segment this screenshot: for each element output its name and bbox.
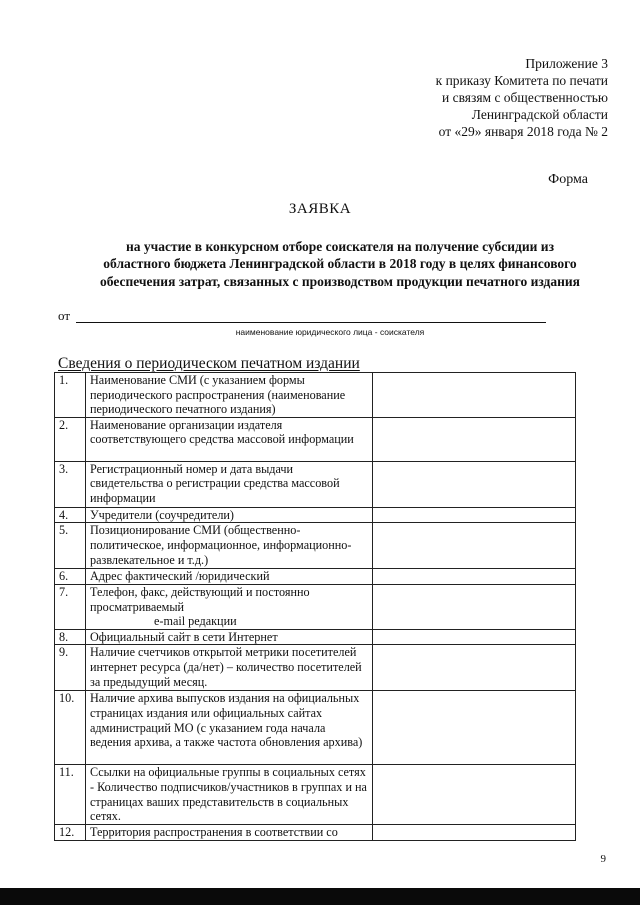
applicant-name-hint: наименование юридического лица - соискателя — [235, 327, 425, 337]
appendix-line: Ленинградской области — [471, 107, 608, 122]
info-table — [54, 372, 576, 841]
row-number: 5. — [55, 523, 86, 569]
row-label: Адрес фактический /юридический — [86, 569, 373, 585]
row-label: Наименование организации издателя соответствующего средства массовой информации — [86, 417, 373, 461]
appendix-line: от «29» января 2018 года № 2 — [438, 124, 608, 139]
row-number: 10. — [55, 691, 86, 765]
table-row — [55, 825, 576, 841]
row-label: Территория распространения в соответствии со — [86, 825, 373, 841]
document-title: ЗАЯВКА — [288, 201, 352, 217]
row-label — [86, 584, 373, 629]
table-row — [55, 629, 576, 645]
row-value-cell — [373, 584, 576, 629]
applicant-name-line — [76, 322, 546, 323]
page-number: 9 — [600, 853, 606, 865]
document-subtitle: на участие в конкурсном отборе соискателя на получение субсидии из областного бюджета Ленинградской области в 2018 году в целях финансового обеспечения затрат, связанных с производством продукции печатного издания — [100, 239, 580, 289]
appendix-line: к приказу Комитета по печати — [435, 73, 608, 88]
row-number: 8. — [55, 629, 86, 645]
table-row — [55, 765, 576, 825]
row-label: Официальный сайт в сети Интернет — [86, 629, 373, 645]
row-value-cell — [373, 765, 576, 825]
row-value-cell — [373, 569, 576, 585]
row-value-cell — [373, 373, 576, 418]
row-number: 4. — [55, 507, 86, 523]
row-value-cell — [373, 417, 576, 461]
appendix-line: и связям с общественностью — [441, 90, 608, 105]
row-label: Позиционирование СМИ (общественно-политическое, информационное, информационно-развлекательное и т.д.) — [86, 523, 373, 569]
appendix-block — [368, 55, 608, 140]
scan-bottom-edge — [0, 888, 640, 905]
row-label: Наличие архива выпусков издания на официальных страницах издания или официальных сайтах администраций МО (с указанием года начала ведения архива, а также частота обновления архива) — [86, 691, 373, 765]
row-label-extra: e-mail редакции — [154, 614, 237, 629]
row-label: Регистрационный номер и дата выдачи свидетельства о регистрации средства массовой информации — [86, 461, 373, 507]
row-number: 2. — [55, 417, 86, 461]
row-label: Наличие счетчиков открытой метрики посетителей интернет ресурса (да/нет) – количество посетителей за предыдущий месяц. — [86, 645, 373, 691]
row-number: 12. — [55, 825, 86, 841]
row-value-cell — [373, 629, 576, 645]
table-row — [55, 523, 576, 569]
table-row — [55, 691, 576, 765]
section-title: Сведения о периодическом печатном издании — [58, 355, 360, 372]
row-value-cell — [373, 461, 576, 507]
row-number: 7. — [55, 584, 86, 629]
row-number: 11. — [55, 765, 86, 825]
row-value-cell — [373, 523, 576, 569]
row-value-cell — [373, 507, 576, 523]
table-row — [55, 584, 576, 629]
row-number: 6. — [55, 569, 86, 585]
row-label-main: Телефон, факс, действующий и постоянно просматриваемый — [90, 584, 310, 614]
table-row — [55, 417, 576, 461]
row-number: 9. — [55, 645, 86, 691]
row-label: Ссылки на официальные группы в социальных сетях - Количество подписчиков/участников в группах и на страницах ваших представительств в социальных сетях. — [86, 765, 373, 825]
form-label: Форма — [548, 172, 588, 187]
table-row — [55, 507, 576, 523]
table-row — [55, 569, 576, 585]
table-row — [55, 373, 576, 418]
row-number: 1. — [55, 373, 86, 418]
from-label: от — [58, 308, 71, 323]
row-label: Наименование СМИ (с указанием формы периодического распространения (наименование периодического печатного издания) — [86, 373, 373, 418]
row-value-cell — [373, 825, 576, 841]
table-row — [55, 645, 576, 691]
table-row — [55, 461, 576, 507]
appendix-line: Приложение 3 — [525, 56, 608, 71]
row-value-cell — [373, 645, 576, 691]
row-label: Учредители (соучредители) — [86, 507, 373, 523]
row-number: 3. — [55, 461, 86, 507]
row-value-cell — [373, 691, 576, 765]
